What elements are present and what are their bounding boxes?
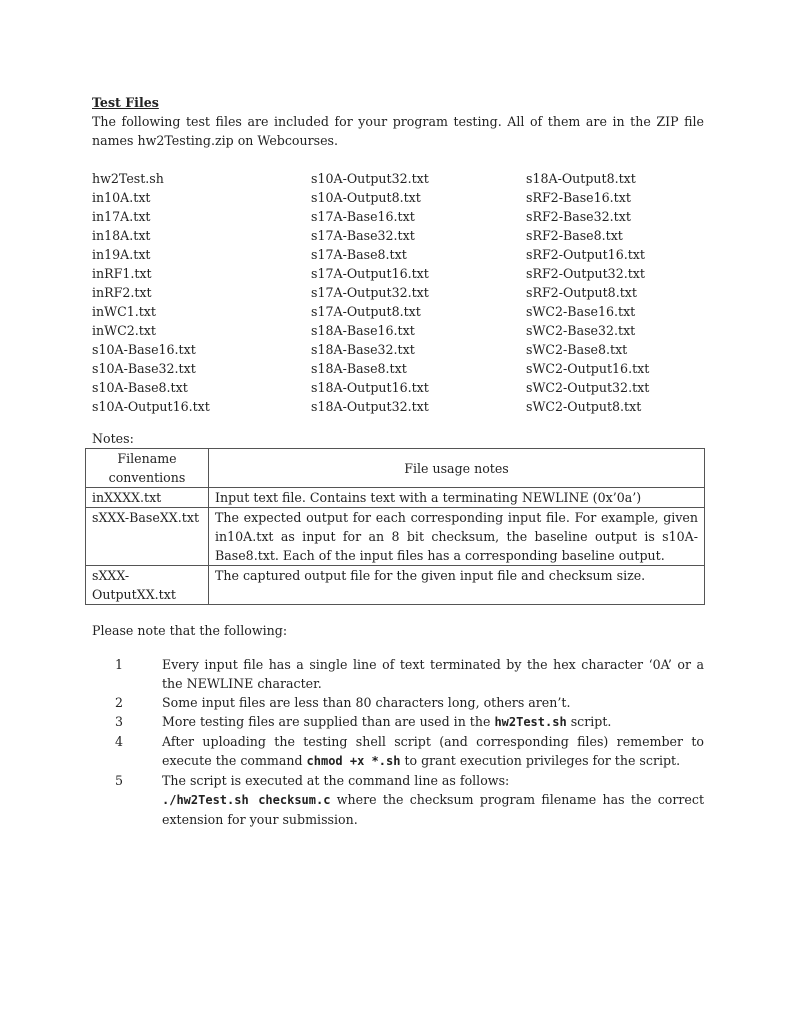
header-filename-conventions: Filename conventions [86,449,209,488]
file-name: s18A-Base32.txt [311,342,415,357]
file-name: sWC2-Base16.txt [526,304,636,319]
item-text: Every input file has a single line of text terminated by the hex character ‘0A’ or a the NEWLINE character. [162,657,704,691]
item-number: 2 [115,695,124,710]
file-name: s10A-Base8.txt [92,380,188,395]
notes-label: Notes: [92,431,134,446]
chmod-command-code: chmod +x *.sh [306,754,401,768]
file-name: s10A-Output16.txt [92,399,210,414]
file-column-3 [526,169,649,416]
file-name: s18A-Output8.txt [526,171,636,186]
filename-cell: sXXX-OutputXX.txt [86,566,209,605]
file-name: sRF2-Base8.txt [526,228,623,243]
file-name: s10A-Base32.txt [92,361,196,376]
list-lead-text: Please note that the following: [92,623,288,638]
table-row [86,566,705,605]
usage-cell: The captured output file for the given input file and checksum size. [209,566,705,605]
file-name: s17A-Base32.txt [311,228,415,243]
list-item [92,693,704,712]
file-name: sWC2-Base32.txt [526,323,636,338]
list-item [92,732,704,771]
usage-cell: Input text file. Contains text with a terminating NEWLINE (0x’0a’) [209,488,705,508]
file-name: in17A.txt [92,209,151,224]
table-row [86,488,705,508]
file-name: sRF2-Output32.txt [526,266,645,281]
file-name: sWC2-Output8.txt [526,399,642,414]
file-name: sRF2-Output16.txt [526,247,645,262]
item-text: More testing files are supplied than are used in the [162,714,495,729]
list-item [92,655,704,693]
document-page [92,93,704,829]
header-file-usage-notes: File usage notes [209,449,705,488]
file-name: in18A.txt [92,228,151,243]
run-command-code: ./hw2Test.sh checksum.c [162,793,331,807]
item-number: 1 [115,657,124,672]
item-number: 3 [115,714,124,729]
file-name: in10A.txt [92,190,151,205]
item-text: where the checksum program filename has the correct extension for your submission. [162,792,704,827]
list-item [92,712,704,732]
item-text: to grant execution privileges for the script. [400,753,681,768]
file-name: sWC2-Output32.txt [526,380,650,395]
filename-cell: inXXXX.txt [86,488,209,508]
file-name: sRF2-Base16.txt [526,190,631,205]
file-name: sRF2-Base32.txt [526,209,631,224]
file-name: s17A-Output8.txt [311,304,421,319]
filename-cell: sXXX-BaseXX.txt [86,508,209,566]
section-title: Test Files [92,95,159,110]
file-name: in19A.txt [92,247,151,262]
file-column-2 [311,169,429,416]
intro-paragraph: The following test files are included for your program testing. All of them are in the ZIP file names hw2Testing.zip on Webcourses. [92,114,704,148]
file-name: sWC2-Output16.txt [526,361,650,376]
file-name: s18A-Base8.txt [311,361,407,376]
item-text: script. [566,714,612,729]
file-name: inRF2.txt [92,285,152,300]
item-text: Some input files are less than 80 characters long, others aren’t. [162,695,571,710]
file-name: s18A-Output32.txt [311,399,429,414]
file-name: s10A-Output8.txt [311,190,421,205]
file-name: inWC1.txt [92,304,156,319]
file-list [92,169,704,415]
notes-header-row [86,449,705,488]
script-name-code: hw2Test.sh [494,715,567,729]
notes-list [92,655,704,829]
usage-cell: The expected output for each corresponding input file. For example, given in10A.txt as input for an 8 bit checksum, the baseline output is s10A-Base8.txt. Each of the input files has a corresponding baseline output. [209,508,705,566]
file-name: sRF2-Output8.txt [526,285,637,300]
item-number: 4 [115,734,124,749]
file-name: s18A-Base16.txt [311,323,415,338]
file-name: s17A-Base16.txt [311,209,415,224]
list-item [92,771,704,829]
table-row [86,508,705,566]
notes-table [85,448,705,605]
file-name: hw2Test.sh [92,171,164,186]
file-name: s10A-Output32.txt [311,171,429,186]
file-column-1 [92,169,210,416]
item-number: 5 [115,773,124,788]
file-name: inWC2.txt [92,323,156,338]
file-name: s18A-Output16.txt [311,380,429,395]
file-name: s10A-Base16.txt [92,342,196,357]
file-name: inRF1.txt [92,266,152,281]
file-name: s17A-Output32.txt [311,285,429,300]
item-text: After uploading the testing shell script (and corresponding files) remember to execute the command [162,734,704,768]
file-name: sWC2-Base8.txt [526,342,628,357]
item-text: The script is executed at the command line as follows: [162,773,510,788]
file-name: s17A-Output16.txt [311,266,429,281]
file-name: s17A-Base8.txt [311,247,407,262]
